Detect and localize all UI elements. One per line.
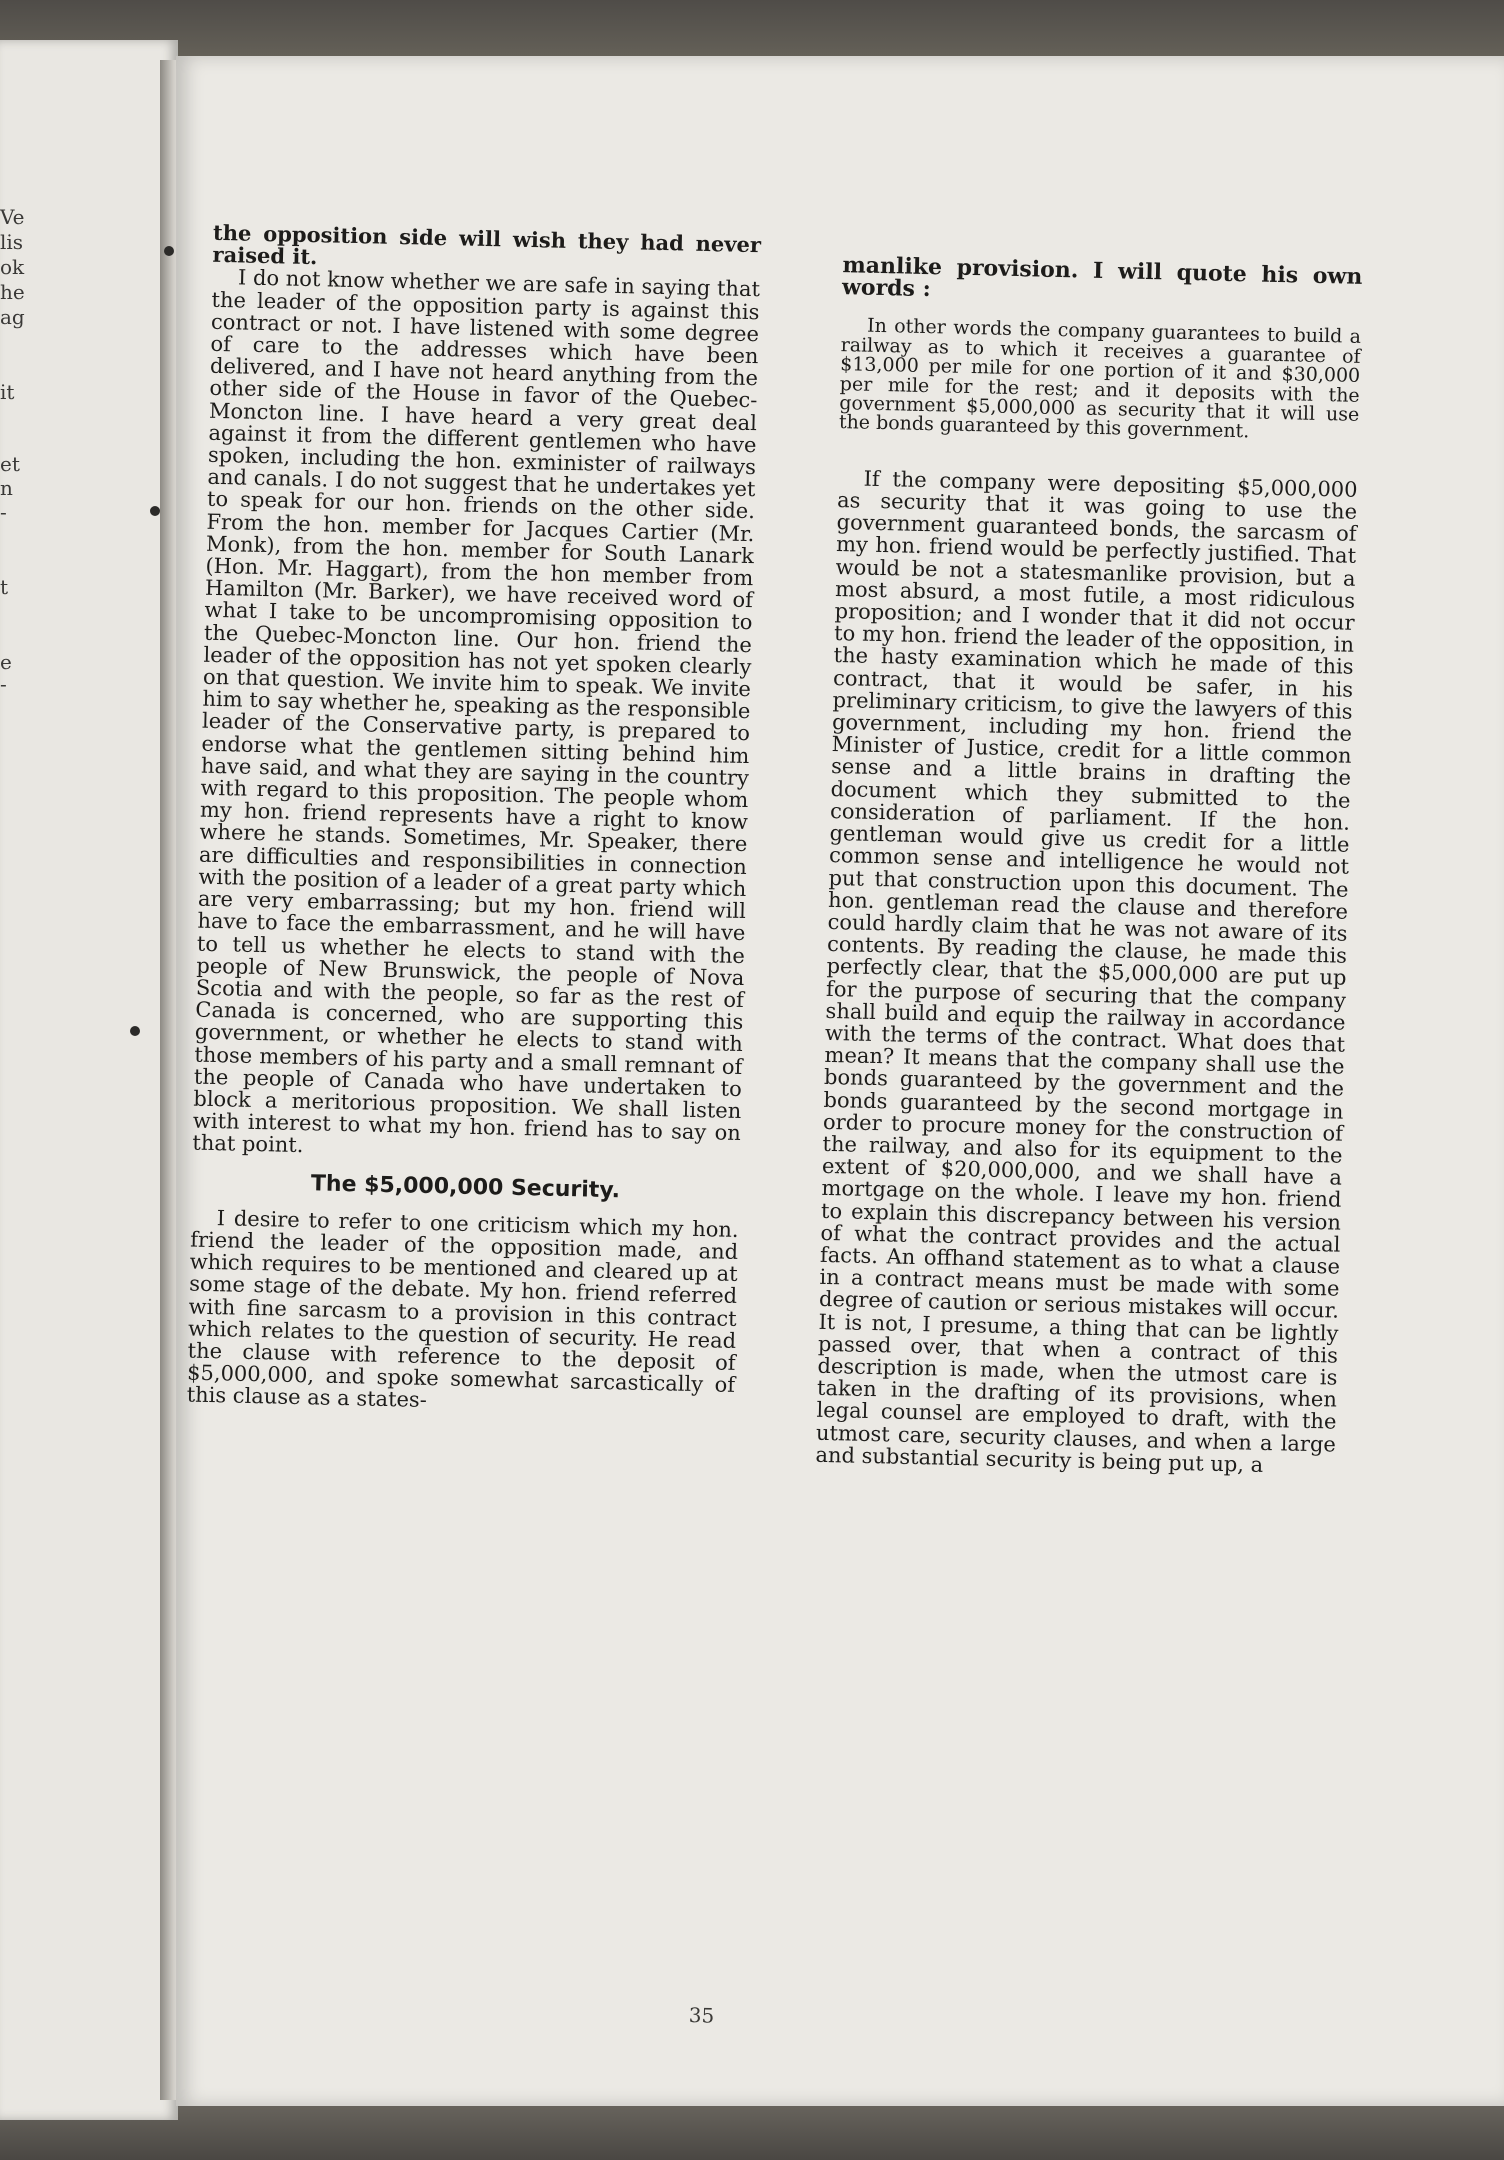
page-content xyxy=(171,52,1487,2110)
paragraph: If the company were depositing $5,000,000 as security that it was going to use the government guaranteed bonds, the sarcasm of my hon. friend would be perfectly justified. That would be not a statesmanlike provision, but a most absurd, a most futile, a most ridiculous proposition; and I wonder that it did not occur to my hon. friend the leader of the opposition, in the hasty examination which he made of this contract, that it would be safer, in his preliminary criticism, to give the lawyers of this government, including my hon. friend the Minister of Justice, credit for a little common sense and a little brains in drafting the document which they submitted to the consideration of parliament. If the hon. gentleman would give us credit for a little common sense and intelligence he would not put that construction upon this document. The hon. gentleman read the clause and therefore could hardly claim that he was not aware of its contents. By reading the clause, he made this perfectly clear, that the $5,000,000 are put up for the purpose of securing that the company shall build and equip the railway in accordance with the terms of the contract. What does that mean? It means that the company shall use the bonds guaranteed by the government and the bonds guaranteed by the second mortgage in order to procure money for the construction of the railway, and also for its equipment to the extent of $20,000,000, and we shall have a mortgage on the whole. I leave my hon. friend to explain this discrepancy between his version of what the contract provides and the actual facts. An offhand statement as to what a clause in a contract means must be made with some degree of caution or serious mistakes will occur. It is not, I presume, a thing that can be lightly passed over, that when a contract of this description is made, when the utmost care is taken in the drafting of its provisions, when legal counsel are employed to draft, with the utmost care, security clauses, and when a large and substantial security is being put up, a xyxy=(815,466,1358,1477)
paragraph: I do not know whether we are safe in saying that the leader of the opposition party is against this contract or not. I have listened with some degree of care to the addresses which have been delivered, and I have not heard anything from the other side of the House in favor of the Quebec-Moncton line. I have heard a very great deal against it from the different gentlemen who have spoken, including the hon. exminister of railways and canals. I do not suggest that he undertakes yet to speak for our hon. friends on the other side. From the hon. member for Jacques Cartier (Mr. Monk), from the hon. member for South Lanark (Hon. Mr. Haggart), from the hon member from Hamilton (Mr. Barker), we have received word of what I take to be uncompromising opposition to the Quebec-Moncton line. Our hon. friend the leader of the opposition has not yet spoken clearly on that question. We invite him to speak. We invite him to say whether he, speaking as the responsible leader of the Conservative party, is prepared to endorse what the gentlemen sitting behind him have said, and what they are saying in the country with regard to this proposition. The people whom my hon. friend represents have a right to know where he stands. Sometimes, Mr. Speaker, there are difficulties and responsibilities in connection with the position of a leader of a great party which are very embarrassing; but my hon. friend will have to face the embarrassment, and he will have to tell us whether he elects to stand with the people of New Brunswick, the people of Nova Scotia and with the people, so far as the rest of Canada is concerned, who are supporting this government, or whether he elects to stand with those members of his party and a small remnant of the people of Canada who have undertaken to block a meritorious proposition. We shall listen with interest to what my hon. friend has to say on that point. xyxy=(192,265,761,1158)
fragment: lis xyxy=(0,230,24,254)
binding-mark xyxy=(150,506,160,516)
binding-mark xyxy=(130,1026,140,1036)
page-number: 35 xyxy=(688,2003,715,2028)
book-page xyxy=(176,56,1504,2106)
paragraph-continuation: the opposition side will wish they had never raised it. xyxy=(212,219,762,270)
fragment: - xyxy=(0,500,7,524)
right-column xyxy=(815,254,1362,1477)
fragment: he xyxy=(0,280,25,304)
background-bottom xyxy=(0,2100,1504,2160)
paragraph-continuation: manlike provision. I will quote his own words : xyxy=(841,252,1363,303)
binding-mark xyxy=(164,246,174,256)
fragment: - xyxy=(0,672,7,696)
paragraph: I desire to refer to one criticism which my hon. friend the leader of the opposition made, and which requires to be mentioned and cleared up at some stage of the debate. My hon. friend referred with fine sarcasm to a provision in this contract which relates to the question of security. He read the clause with reference to the deposit of $5,000,000, and spoke somewhat sarcastically of this clause as a states- xyxy=(186,1205,739,1413)
fragment: e xyxy=(0,650,12,674)
fragment: n xyxy=(0,476,13,500)
facing-page-edge xyxy=(0,40,178,2120)
fragment: ok xyxy=(0,255,25,279)
fragment: it xyxy=(0,380,15,404)
fragment: et xyxy=(0,452,20,476)
fragment: ag xyxy=(0,305,25,329)
fragment: t xyxy=(0,575,9,599)
section-heading: The $5,000,000 Security. xyxy=(310,1170,621,1203)
left-column xyxy=(186,219,762,1419)
block-quote: In other words the company guarantees to build a railway as to which it receives a guarantee of $13,000 per mile for one portion of it and $30,000 per mile for the rest; and it deposits with the government $5,000,000 as security that it will use the bonds guaranteed by this government. xyxy=(838,315,1362,443)
fragment: Ve xyxy=(0,205,25,229)
